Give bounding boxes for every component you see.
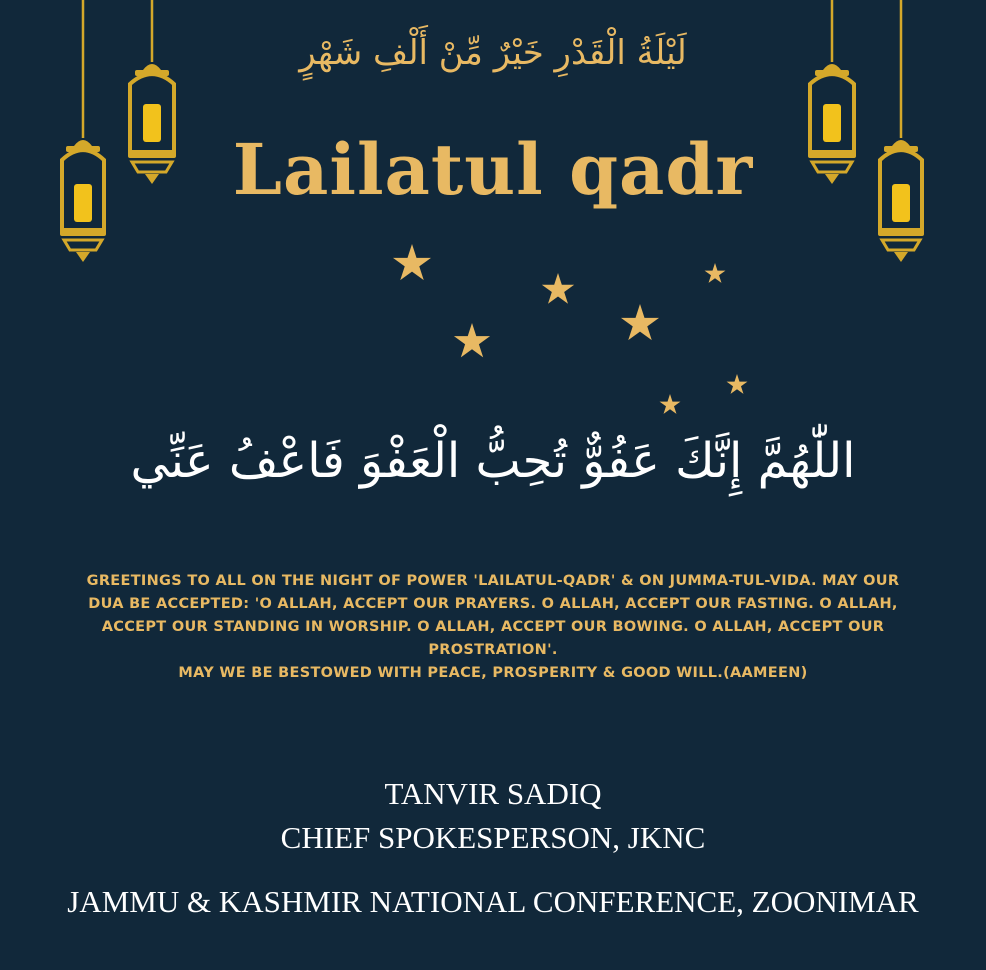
lantern-icon — [870, 0, 932, 265]
signature-role: CHIEF SPOKESPERSON, JKNC — [280, 820, 706, 855]
arabic-verse: لَيْلَةُ الْقَدْرِ خَيْرٌ مِّنْ أَلْفِ شَهْرٍ — [299, 33, 687, 73]
star-icon — [454, 323, 490, 357]
lantern-icon — [52, 0, 114, 265]
star-icon — [705, 263, 726, 283]
greeting-line: MAY WE BE BESTOWED WITH PEACE, PROSPERITY & GOOD WILL.(AAMEEN) — [178, 665, 808, 681]
star-icon — [621, 304, 659, 340]
signature-organization: JAMMU & KASHMIR NATIONAL CONFERENCE, ZOONIMAR — [67, 884, 919, 919]
page-title: Lailatul qadr — [232, 128, 754, 211]
greeting-line: PROSTRATION'. — [428, 642, 558, 658]
dua-arabic: اللّٰهُمَّ إِنَّكَ عَفُوٌّ تُحِبُّ الْعَفْوَ فَاعْفُ عَنِّي — [130, 433, 856, 489]
star-icon — [542, 273, 574, 304]
greeting-line: ACCEPT OUR STANDING IN WORSHIP. O ALLAH, ACCEPT OUR BOWING. O ALLAH, ACCEPT OUR — [101, 619, 885, 635]
greeting-line: GREETINGS TO ALL ON THE NIGHT OF POWER 'LAILATUL-QADR' & ON JUMMA-TUL-VIDA. MAY OUR — [86, 573, 900, 589]
greeting-text — [60, 570, 926, 685]
star-icon — [727, 374, 748, 394]
signature-name: TANVIR SADIQ — [384, 776, 602, 811]
star-icon — [660, 394, 681, 414]
star-icon — [393, 244, 431, 280]
greeting-line: DUA BE ACCEPTED: 'O ALLAH, ACCEPT OUR PRAYERS. O ALLAH, ACCEPT OUR FASTING. O ALLAH, — [88, 596, 898, 612]
